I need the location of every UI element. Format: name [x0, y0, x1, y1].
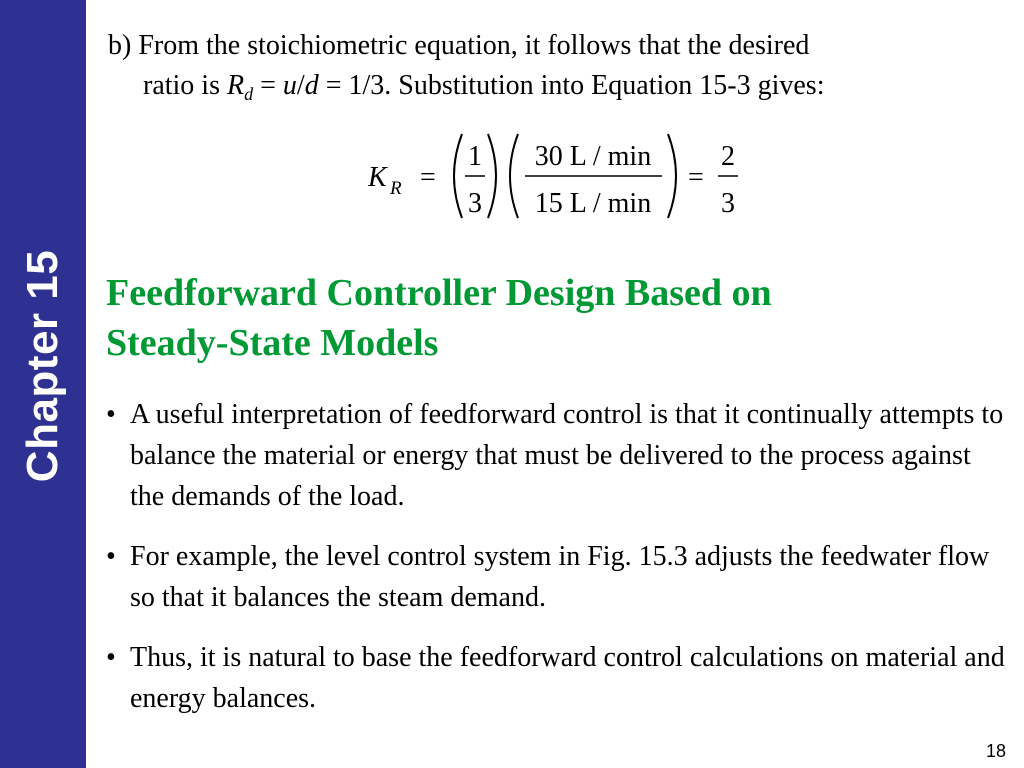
part-b-line-1: b) From the stoichiometric equation, it follows that the desired: [108, 30, 810, 61]
ratio-prefix: ratio is: [143, 70, 227, 101]
frac1-numerator: 1: [468, 141, 482, 172]
ratio-u: u: [282, 70, 297, 101]
eq-k-symbol: K: [368, 162, 387, 193]
frac1-denominator: 3: [468, 188, 482, 219]
bullet-item: • For example, the level control system in Fig. 15.3 adjusts the feedwater flow so that it balances the steam demand.: [106, 536, 1006, 618]
ratio-symbol: R: [227, 70, 245, 101]
part-b-line-2: [108, 66, 1008, 106]
paren-right-1: [488, 134, 496, 218]
heading-line-2: Steady-State Models: [106, 322, 439, 364]
paren-left-1: [454, 134, 462, 218]
eq-k-subscript: R: [390, 178, 402, 199]
frac2-numerator: 30 L / min: [534, 141, 652, 172]
ratio-equals: =: [253, 70, 283, 101]
ratio-d: d: [304, 70, 319, 101]
section-heading: [106, 268, 1006, 368]
paren-left-2: [510, 134, 518, 218]
bullet-list: [106, 394, 1006, 738]
ratio-slash: /: [296, 70, 305, 101]
chapter-sidebar: [0, 0, 86, 768]
frac2-denominator: 15 L / min: [534, 188, 652, 219]
part-b-text: [108, 26, 1008, 106]
eq-equals-2: =: [688, 162, 704, 193]
bullet-item: • Thus, it is natural to base the feedforward control calculations on material and energy balances.: [106, 637, 1006, 719]
kr-equation: [368, 128, 768, 228]
result-numerator: 2: [721, 141, 735, 172]
bullet-item: • A useful interpretation of feedforward control is that it continually attempts to balance the material or energy that must be delivered to the process against the demands of the load.: [106, 394, 1006, 517]
heading-line-1: Feedforward Controller Design Based on: [106, 272, 772, 314]
ratio-suffix: = 1/3. Substitution into Equation 15-3 gives:: [318, 70, 825, 101]
ratio-subscript: d: [244, 84, 254, 104]
result-denominator: 3: [721, 188, 735, 219]
eq-equals-1: =: [420, 162, 436, 193]
paren-right-2: [668, 134, 676, 218]
page-number: 18: [985, 741, 1006, 761]
chapter-label: Chapter 15: [18, 249, 67, 483]
